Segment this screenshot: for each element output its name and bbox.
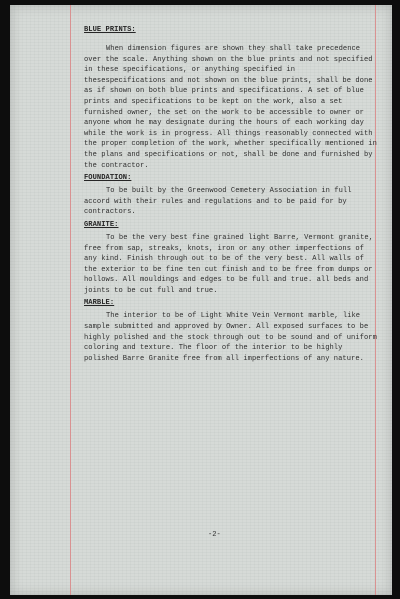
section-blue-prints xyxy=(84,25,380,171)
section-paragraph: To be the very best fine grained light Barre, Vermont granite, free from sap, streaks, knots, iron or any other imperfections of any kind. Finish through out to be of the very best. All walls of the exterior to be fine ten cut finish and to be free from dumps or hollows. All mouldings and edges to be full and true. all beds and joints to be cut full and true. xyxy=(84,233,374,295)
document-body xyxy=(84,23,380,366)
document-page xyxy=(10,5,392,595)
section-paragraph: To be built by the Greenwood Cemetery Association in full accord with their rules and regulations and to be paid for by contractors. xyxy=(84,187,352,217)
section-heading: MARBLE: xyxy=(84,299,115,308)
section-paragraph: The interior to be of Light White Vein Vermont marble, like sample submitted and approved by Owner. All exposed surfaces to be highly polished and the stock through out to be sound and of uniform coloring and texture. The floor of the interior to be highly polished Barre Granite free from all imperfections of any nature. xyxy=(84,312,377,363)
left-margin-rule xyxy=(70,5,71,595)
section-heading: FOUNDATION: xyxy=(84,174,132,183)
section-marble xyxy=(84,298,380,364)
section-paragraph: When dimension figures are shown they shall take precedence over the scale. Anything shown on the blue prints and not specified in these specifications, or anything specified in thesespecifications and not shown on the blue prints, shall be done as if shown on both blue prints and specifications. A set of blue prints and specifications to be kept on the work, also a set furnished owner, the set on the work to be accessible to owner or anyone whom he may designate during the hours of each working day while the work is in progress. All things reasonably connected with the proper completion of the work, whether specifically mentioned in the plans and specifications or not, shall be done and furnished by the contractor. xyxy=(84,45,377,170)
page-number: -2- xyxy=(208,531,221,539)
section-granite xyxy=(84,220,380,297)
section-heading: BLUE PRINTS: xyxy=(84,26,136,34)
section-heading: GRANITE: xyxy=(84,220,119,229)
section-foundation xyxy=(84,173,380,218)
